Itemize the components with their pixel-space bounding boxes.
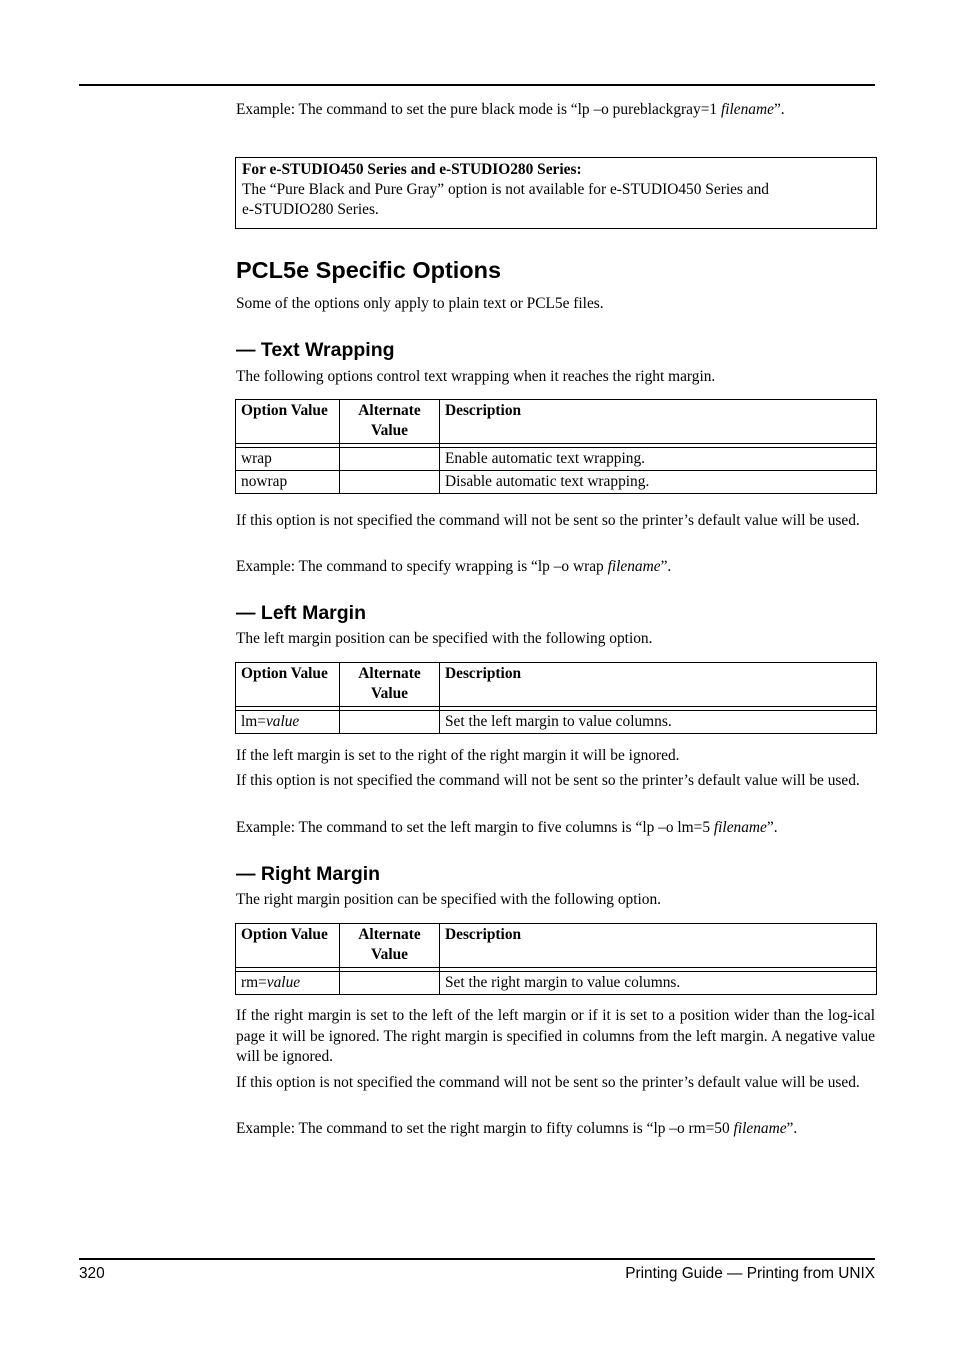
option-prefix: lm= <box>241 713 266 730</box>
note-box <box>235 157 877 229</box>
example-text: Example: The command to set the right margin to fifty columns is “lp –o rm=50 <box>236 1120 734 1137</box>
example-end: ”. <box>660 558 672 575</box>
example-filename: filename <box>607 558 661 575</box>
header-option-value: Option Value <box>236 924 340 968</box>
example-filename: filename <box>713 819 767 836</box>
header-option-value: Option Value <box>236 663 340 707</box>
table-header-row <box>236 663 877 707</box>
header-alternate-line2: Value <box>370 946 409 963</box>
right-margin-example <box>236 1119 875 1140</box>
header-alternate-value <box>340 400 440 444</box>
alternate-cell <box>340 448 440 471</box>
header-alternate-line2: Value <box>370 422 409 439</box>
right-margin-note-2: If this option is not specified the command will not be sent so the printer’s default value will be used. <box>236 1074 860 1091</box>
footer-rule <box>79 1258 875 1260</box>
alternate-cell <box>340 711 440 734</box>
header-description: Description <box>440 924 877 968</box>
table-row <box>236 471 877 494</box>
table-header-row <box>236 400 877 444</box>
intro-example <box>236 100 875 121</box>
left-margin-table <box>235 662 877 734</box>
header-rule <box>79 84 875 86</box>
section-intro: Some of the options only apply to plain text or PCL5e files. <box>236 295 604 312</box>
description-cell: Set the right margin to value columns. <box>440 972 877 995</box>
section-title: PCL5e Specific Options <box>236 257 502 283</box>
right-margin-note-1: If the right margin is set to the left of the left margin or if it is set to a position wider than the log-ical page it will be ignored. The right margin is specified in columns from the left margin. A negative value will be ignored. <box>236 1007 875 1065</box>
left-margin-note-2: If this option is not specified the command will not be sent so the printer’s default value will be used. <box>236 772 860 789</box>
text-wrapping-intro: The following options control text wrapping when it reaches the right margin. <box>236 368 716 385</box>
header-alternate-line1: Alternate <box>358 926 421 943</box>
right-margin-intro: The right margin position can be specified with the following option. <box>236 891 662 908</box>
example-end: ”. <box>786 1120 798 1137</box>
note-line-1: The “Pure Black and Pure Gray” option is not available for e-STUDIO450 Series and <box>242 181 769 198</box>
option-prefix: rm= <box>241 974 267 991</box>
header-alternate-line1: Alternate <box>358 402 421 419</box>
table-row <box>236 972 877 995</box>
header-alternate-value <box>340 924 440 968</box>
table-row <box>236 448 877 471</box>
header-description: Description <box>440 400 877 444</box>
note-line-2: e-STUDIO280 Series. <box>242 201 379 218</box>
option-cell <box>236 972 340 995</box>
right-margin-heading: — Right Margin <box>236 863 381 885</box>
option-variable: value <box>266 974 301 991</box>
table-row <box>236 711 877 734</box>
description-cell: Set the left margin to value columns. <box>440 711 877 734</box>
description-cell: Enable automatic text wrapping. <box>440 448 877 471</box>
text-wrapping-example <box>236 557 875 578</box>
page-number: 320 <box>79 1265 105 1282</box>
option-cell <box>236 711 340 734</box>
header-alternate-line1: Alternate <box>358 665 421 682</box>
left-margin-heading: — Left Margin <box>236 602 366 624</box>
left-margin-note-1: If the left margin is set to the right of the right margin it will be ignored. <box>236 747 680 764</box>
example-end: ”. <box>773 101 785 118</box>
note-heading: For e-STUDIO450 Series and e-STUDIO280 Series: <box>242 161 582 178</box>
text-wrapping-table <box>235 399 877 494</box>
header-alternate-line2: Value <box>370 685 409 702</box>
header-alternate-value <box>340 663 440 707</box>
footer-title: Printing Guide — Printing from UNIX <box>625 1265 875 1282</box>
alternate-cell <box>340 972 440 995</box>
header-description: Description <box>440 663 877 707</box>
table-header-row <box>236 924 877 968</box>
description-cell: Disable automatic text wrapping. <box>440 471 877 494</box>
example-text: Example: The command to specify wrapping is “lp –o wrap <box>236 558 608 575</box>
example-end: ”. <box>766 819 778 836</box>
example-text: Example: The command to set the pure black mode is “lp –o pureblackgray=1 <box>236 101 721 118</box>
text-wrapping-heading: — Text Wrapping <box>236 339 395 361</box>
text-wrapping-note: If this option is not specified the command will not be sent so the printer’s default value will be used. <box>236 512 860 529</box>
header-option-value: Option Value <box>236 400 340 444</box>
right-margin-table <box>235 923 877 995</box>
example-filename: filename <box>720 101 774 118</box>
alternate-cell <box>340 471 440 494</box>
example-text: Example: The command to set the left margin to five columns is “lp –o lm=5 <box>236 819 714 836</box>
option-variable: value <box>265 713 300 730</box>
left-margin-example <box>236 818 875 839</box>
option-cell: nowrap <box>236 471 340 494</box>
option-cell: wrap <box>236 448 340 471</box>
left-margin-intro: The left margin position can be specified with the following option. <box>236 630 653 647</box>
example-filename: filename <box>733 1120 787 1137</box>
